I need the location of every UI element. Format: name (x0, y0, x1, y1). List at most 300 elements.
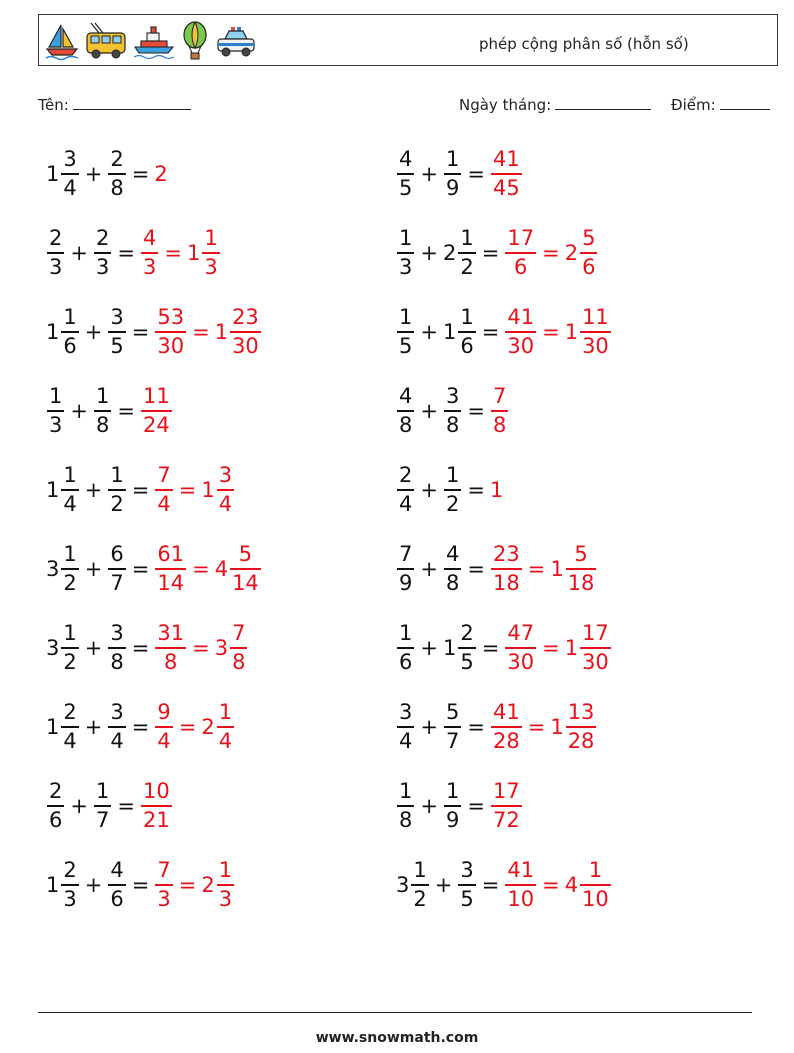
fraction-bar (108, 173, 125, 175)
fraction-bar (397, 410, 414, 412)
name-blank[interactable] (73, 95, 191, 110)
numerator: 3 (399, 700, 413, 724)
answer-mixed-number (201, 465, 235, 515)
fraction-stack (94, 386, 111, 436)
fraction-bar (505, 884, 536, 886)
fraction-bar (217, 489, 234, 491)
fraction-bar (458, 647, 475, 649)
plus-sign: + (420, 557, 438, 581)
name-field (38, 95, 191, 114)
fraction-bar (580, 647, 611, 649)
problem-item (396, 855, 612, 915)
score-field (671, 95, 770, 114)
problem-item (46, 144, 168, 204)
denominator: 7 (445, 729, 460, 753)
fraction-bar (155, 884, 172, 886)
header-icons (45, 21, 257, 61)
numerator: 1 (460, 226, 474, 250)
denominator: 30 (582, 650, 609, 674)
answer-fraction (490, 702, 523, 752)
mixed-number (46, 544, 80, 594)
fraction-stack (397, 149, 414, 199)
denominator: 2 (110, 492, 124, 516)
equals-sign: = (117, 794, 135, 818)
denominator: 6 (582, 255, 596, 279)
fraction-bar (217, 884, 234, 886)
fraction-stack (61, 544, 78, 594)
answer-equals: = (178, 478, 197, 502)
denominator: 3 (95, 255, 110, 279)
problem-item (46, 618, 248, 678)
fraction (443, 386, 462, 436)
fraction-stack (491, 149, 522, 199)
fraction-stack (94, 228, 111, 278)
problem-item (46, 302, 262, 362)
problem-item (396, 539, 597, 599)
fraction-stack (108, 465, 125, 515)
answer-fraction (504, 860, 537, 910)
denominator: 4 (63, 729, 77, 753)
numerator: 1 (204, 226, 218, 250)
whole-part: 2 (564, 241, 579, 265)
whole-part: 2 (201, 715, 215, 739)
fraction-stack (155, 702, 172, 752)
whole-part: 2 (201, 873, 215, 897)
equals-sign: = (131, 162, 150, 186)
mixed-number (443, 228, 477, 278)
fraction (107, 702, 126, 752)
numerator: 1 (445, 463, 460, 487)
fraction-stack (47, 228, 64, 278)
whole-part: 1 (46, 320, 60, 344)
fraction-bar (155, 489, 172, 491)
denominator: 8 (492, 413, 507, 437)
answer-fraction (154, 860, 173, 910)
fraction-bar (411, 884, 428, 886)
numerator: 53 (157, 305, 185, 329)
fraction-stack (61, 465, 78, 515)
answer-mixed-number (565, 860, 612, 910)
denominator: 5 (399, 176, 413, 200)
fraction-bar (61, 726, 78, 728)
fraction-stack (397, 702, 414, 752)
denominator: 4 (399, 492, 413, 516)
numerator: 5 (574, 542, 588, 566)
mixed-number (46, 623, 80, 673)
answer-mixed-number (565, 228, 599, 278)
whole-part: 4 (214, 557, 229, 581)
mixed-number (396, 860, 430, 910)
numerator: 4 (445, 542, 460, 566)
denominator: 2 (413, 887, 427, 911)
denominator: 3 (49, 255, 63, 279)
equals-sign: = (131, 873, 150, 897)
fraction-bar (94, 805, 111, 807)
numerator: 1 (63, 621, 77, 645)
fraction (396, 307, 415, 357)
fraction-bar (580, 884, 611, 886)
numerator: 10 (142, 779, 170, 803)
denominator: 8 (399, 808, 413, 832)
problem-item (396, 302, 612, 362)
answer-equals: = (178, 873, 197, 897)
whole-part: 1 (46, 478, 60, 502)
fraction-bar (397, 252, 414, 254)
fraction-stack (397, 465, 414, 515)
numerator: 11 (142, 384, 170, 408)
fraction (46, 228, 65, 278)
denominator: 8 (445, 571, 460, 595)
problem-item (46, 223, 221, 283)
denominator: 8 (110, 650, 124, 674)
problem-item (46, 776, 173, 836)
denominator: 7 (95, 808, 110, 832)
whole-part: 1 (201, 478, 215, 502)
numerator: 1 (460, 305, 474, 329)
fraction-bar (397, 489, 414, 491)
fraction-bar (47, 410, 64, 412)
fraction-bar (155, 726, 172, 728)
answer-fraction (140, 386, 173, 436)
worksheet-header (38, 14, 778, 66)
fraction (443, 544, 462, 594)
fraction-bar (491, 568, 522, 570)
mixed-number (443, 623, 477, 673)
footer-website: www.snowmath.com (315, 1030, 479, 1046)
fraction-stack (155, 307, 186, 357)
fraction-stack (217, 702, 234, 752)
fraction-stack (202, 228, 219, 278)
fraction (93, 386, 112, 436)
plus-sign: + (84, 557, 103, 581)
plus-sign: + (420, 162, 438, 186)
plus-sign: + (84, 715, 103, 739)
numerator: 2 (49, 779, 63, 803)
numerator: 2 (63, 858, 77, 882)
fraction-bar (47, 252, 64, 254)
answer-mixed-number (187, 228, 221, 278)
fraction (107, 307, 126, 357)
denominator: 8 (164, 650, 178, 674)
equals-sign: = (481, 320, 500, 344)
denominator: 4 (63, 176, 77, 200)
fraction-bar (397, 173, 414, 175)
fraction-stack (566, 544, 597, 594)
footer-divider (38, 1012, 752, 1013)
equals-sign: = (131, 320, 150, 344)
denominator: 4 (218, 492, 233, 516)
numerator: 41 (507, 858, 535, 882)
fraction-bar (444, 489, 461, 491)
fraction-bar (580, 331, 611, 333)
date-blank[interactable] (555, 95, 651, 110)
fraction-bar (108, 884, 125, 886)
plus-sign: + (420, 636, 438, 660)
equals-sign: = (467, 478, 485, 502)
plus-sign: + (70, 794, 88, 818)
fraction-bar (61, 884, 78, 886)
denominator: 45 (492, 176, 520, 200)
numerator: 7 (492, 384, 507, 408)
fraction-stack (491, 781, 522, 831)
equals-sign: = (117, 399, 135, 423)
numerator: 61 (157, 542, 185, 566)
fraction-bar (94, 252, 111, 254)
plus-sign: + (420, 794, 438, 818)
fraction-bar (108, 489, 125, 491)
denominator: 30 (157, 334, 185, 358)
fraction-bar (444, 173, 461, 175)
answer-fraction (140, 781, 173, 831)
denominator: 6 (514, 255, 528, 279)
denominator: 3 (142, 255, 157, 279)
fraction-stack (141, 781, 172, 831)
fraction-bar (444, 726, 461, 728)
denominator: 14 (157, 571, 185, 595)
fraction-bar (202, 252, 219, 254)
plus-sign: + (420, 320, 438, 344)
denominator: 3 (204, 255, 218, 279)
fraction-stack (491, 386, 508, 436)
fraction-stack (580, 623, 611, 673)
mixed-number (46, 149, 80, 199)
denominator: 18 (492, 571, 520, 595)
answer-mixed-number (215, 307, 262, 357)
mixed-number (46, 702, 80, 752)
equals-sign: = (481, 636, 500, 660)
numerator: 7 (157, 463, 171, 487)
numerator: 7 (157, 858, 171, 882)
whole-part: 3 (46, 557, 60, 581)
fraction-bar (61, 331, 78, 333)
answer-mixed-number (215, 544, 262, 594)
answer-fraction (490, 386, 509, 436)
fraction-bar (230, 647, 247, 649)
numerator: 1 (588, 858, 603, 882)
fraction-stack (230, 544, 261, 594)
numerator: 1 (95, 384, 110, 408)
fraction-bar (491, 726, 522, 728)
fraction-bar (458, 252, 475, 254)
numerator: 1 (63, 305, 77, 329)
problem-item (46, 855, 235, 915)
date-field (459, 95, 651, 114)
numerator: 17 (492, 779, 520, 803)
fraction-stack (155, 544, 186, 594)
fraction-stack (108, 623, 125, 673)
problem-item (46, 539, 262, 599)
denominator: 28 (567, 729, 595, 753)
denominator: 5 (460, 650, 474, 674)
sailboat-icon (45, 21, 79, 61)
fraction-bar (155, 331, 186, 333)
fraction-stack (397, 307, 414, 357)
mixed-number (46, 307, 80, 357)
problem-item (396, 381, 509, 441)
answer-fraction (154, 702, 173, 752)
fraction-bar (141, 805, 172, 807)
answer-fraction (154, 307, 187, 357)
answer-equals: = (542, 320, 560, 344)
denominator: 4 (110, 729, 124, 753)
fraction-stack (141, 228, 158, 278)
fraction-bar (217, 726, 234, 728)
numerator: 2 (95, 226, 110, 250)
score-blank[interactable] (720, 95, 770, 110)
fraction (443, 149, 462, 199)
denominator: 30 (582, 334, 609, 358)
denominator: 10 (582, 887, 609, 911)
denominator: 8 (95, 413, 110, 437)
denominator: 72 (492, 808, 520, 832)
answer-mixed-number (550, 702, 597, 752)
numerator: 1 (399, 779, 413, 803)
fraction-bar (397, 331, 414, 333)
answer-equals: = (527, 715, 546, 739)
fraction-stack (411, 860, 428, 910)
whole-part: 1 (564, 320, 579, 344)
equals-sign: = (481, 241, 500, 265)
whole-part: 1 (46, 162, 60, 186)
fraction-stack (108, 702, 125, 752)
whole-part: 4 (564, 873, 579, 897)
score-label: Điểm: (671, 96, 716, 114)
fraction (396, 228, 415, 278)
fraction-bar (444, 410, 461, 412)
fraction-stack (61, 860, 78, 910)
denominator: 6 (460, 334, 474, 358)
whole-part: 1 (46, 873, 60, 897)
fraction (396, 149, 415, 199)
answer-equals: = (542, 636, 560, 660)
whole-part: 1 (186, 241, 201, 265)
fraction (93, 228, 112, 278)
fraction (396, 544, 415, 594)
numerator: 3 (63, 147, 77, 171)
numerator: 23 (232, 305, 259, 329)
numerator: 3 (445, 384, 460, 408)
numerator: 2 (49, 226, 63, 250)
fraction-bar (458, 884, 475, 886)
answer-fraction (504, 228, 537, 278)
problem-item (396, 697, 597, 757)
numerator: 1 (63, 463, 77, 487)
fraction (107, 860, 126, 910)
fraction-stack (155, 623, 186, 673)
fraction-bar (444, 805, 461, 807)
denominator: 2 (63, 650, 77, 674)
problem-item (46, 381, 173, 441)
equals-sign: = (467, 794, 485, 818)
whole-part: 1 (550, 715, 564, 739)
equals-sign: = (131, 478, 150, 502)
denominator: 8 (232, 650, 246, 674)
fraction-stack (444, 465, 461, 515)
date-label: Ngày tháng: (459, 96, 552, 114)
numerator: 17 (507, 226, 535, 250)
answer-mixed-number (215, 623, 249, 673)
denominator: 8 (445, 413, 460, 437)
numerator: 5 (582, 226, 596, 250)
fraction (107, 623, 126, 673)
fraction-bar (108, 331, 125, 333)
plus-sign: + (84, 636, 103, 660)
problem-item (396, 460, 503, 520)
fraction-stack (108, 149, 125, 199)
numerator: 7 (399, 542, 413, 566)
answer-equals: = (527, 557, 546, 581)
problem-item (396, 618, 612, 678)
equals-sign: = (131, 636, 150, 660)
fraction-stack (444, 149, 461, 199)
denominator: 3 (157, 887, 171, 911)
fraction (396, 623, 415, 673)
denominator: 5 (110, 334, 124, 358)
fraction-stack (505, 228, 536, 278)
fraction-bar (491, 805, 522, 807)
equals-sign: = (467, 162, 485, 186)
fraction (396, 465, 415, 515)
denominator: 9 (445, 176, 460, 200)
mixed-number (46, 465, 80, 515)
equals-sign: = (467, 715, 485, 739)
fraction-bar (141, 410, 172, 412)
answer-mixed-number (201, 702, 235, 752)
numerator: 3 (110, 621, 124, 645)
numerator: 5 (238, 542, 253, 566)
denominator: 21 (142, 808, 170, 832)
fraction-bar (155, 647, 186, 649)
fraction-bar (505, 252, 536, 254)
fraction-stack (47, 386, 64, 436)
numerator: 1 (218, 700, 233, 724)
fraction (396, 702, 415, 752)
numerator: 1 (218, 858, 233, 882)
equals-sign: = (467, 557, 485, 581)
answer-equals: = (178, 715, 197, 739)
numerator: 41 (507, 305, 535, 329)
numerator: 2 (110, 147, 124, 171)
numerator: 31 (157, 621, 185, 645)
fraction-bar (580, 252, 597, 254)
equals-sign: = (131, 715, 150, 739)
fraction-stack (444, 702, 461, 752)
fraction-bar (505, 331, 536, 333)
numerator: 11 (582, 305, 609, 329)
denominator: 14 (232, 571, 259, 595)
whole-part: 1 (550, 557, 564, 581)
fraction (396, 386, 415, 436)
plus-sign: + (70, 241, 88, 265)
fraction-stack (458, 623, 475, 673)
equals-sign: = (131, 557, 150, 581)
answer-mixed-number (201, 860, 235, 910)
numerator: 2 (399, 463, 413, 487)
numerator: 13 (567, 700, 595, 724)
plus-sign: + (84, 320, 103, 344)
fraction-bar (444, 568, 461, 570)
denominator: 9 (445, 808, 460, 832)
answer-mixed-number (565, 307, 612, 357)
answer-mixed-number (565, 623, 612, 673)
answer-fraction (140, 228, 159, 278)
plus-sign: + (420, 715, 438, 739)
fraction-bar (458, 331, 475, 333)
fraction-stack (61, 149, 78, 199)
numerator: 7 (232, 621, 246, 645)
denominator: 3 (399, 255, 413, 279)
fraction-bar (491, 173, 522, 175)
